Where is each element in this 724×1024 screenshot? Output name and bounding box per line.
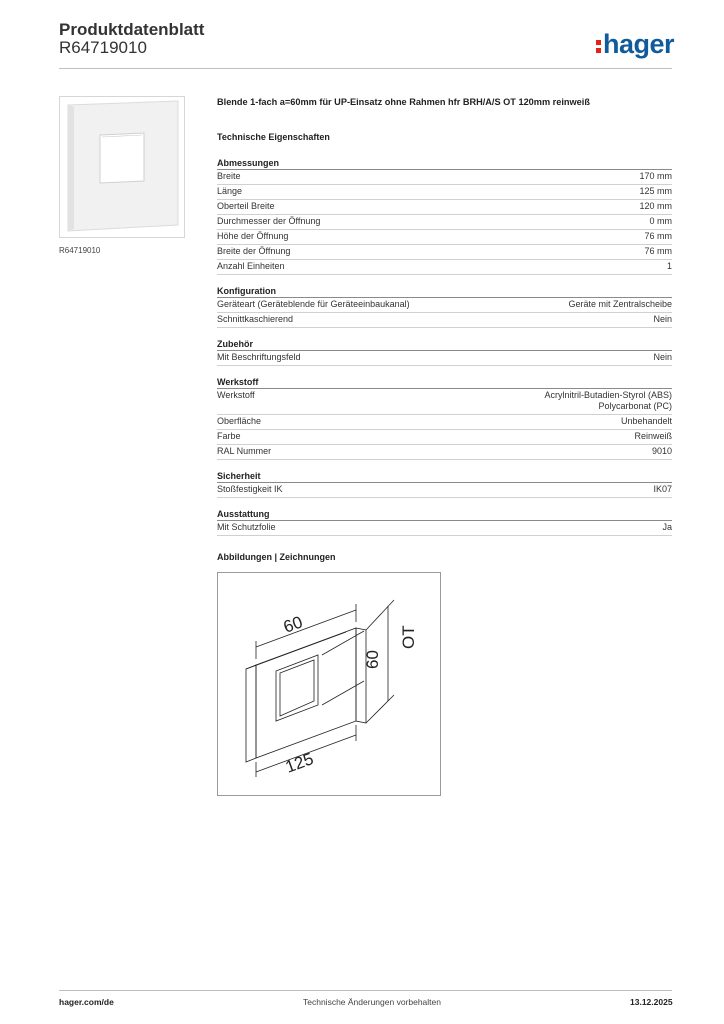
logo-wordmark: hager bbox=[603, 28, 675, 59]
property-value bbox=[639, 171, 672, 182]
property-value-line: IK07 bbox=[653, 484, 672, 494]
dim-width-top: 60 bbox=[280, 612, 306, 637]
property-value bbox=[667, 261, 672, 272]
property-group bbox=[217, 285, 672, 328]
property-label: Stoßfestigkeit IK bbox=[217, 484, 283, 494]
property-label: Breite bbox=[217, 171, 241, 181]
property-value-line: 76 mm bbox=[644, 246, 672, 256]
property-value-line: 120 mm bbox=[639, 201, 672, 211]
property-value-line: 170 mm bbox=[639, 171, 672, 181]
product-description: Blende 1-fach a=60mm für UP-Einsatz ohne Rahmen hfr BRH/A/S OT 120mm reinweiß bbox=[217, 97, 590, 107]
footer-date: 13.12.2025 bbox=[630, 997, 673, 1007]
dim-length: 125 bbox=[282, 749, 317, 777]
technical-drawing bbox=[217, 572, 441, 796]
property-value-line: 0 mm bbox=[649, 216, 672, 226]
property-row bbox=[217, 215, 672, 230]
property-label: Anzahl Einheiten bbox=[217, 261, 285, 271]
property-value bbox=[652, 446, 672, 457]
property-label: RAL Nummer bbox=[217, 446, 272, 456]
property-group-title: Abmessungen bbox=[217, 157, 672, 170]
property-row bbox=[217, 170, 672, 185]
property-label: Oberteil Breite bbox=[217, 201, 275, 211]
property-value bbox=[568, 299, 672, 310]
property-row bbox=[217, 351, 672, 366]
property-group bbox=[217, 376, 672, 460]
property-value-line: Geräte mit Zentralscheibe bbox=[568, 299, 672, 309]
footer-divider bbox=[59, 990, 672, 991]
property-value bbox=[653, 352, 672, 363]
property-value bbox=[639, 186, 672, 197]
product-image bbox=[59, 96, 185, 238]
property-row bbox=[217, 200, 672, 215]
property-value-line: Reinweiß bbox=[634, 431, 672, 441]
property-value-line: 76 mm bbox=[644, 231, 672, 241]
property-row bbox=[217, 389, 672, 415]
property-row bbox=[217, 185, 672, 200]
property-group-title: Sicherheit bbox=[217, 470, 672, 483]
property-group bbox=[217, 338, 672, 366]
property-label: Mit Schutzfolie bbox=[217, 522, 276, 532]
property-row bbox=[217, 313, 672, 328]
property-row bbox=[217, 521, 672, 536]
page-title: Produktdatenblatt bbox=[59, 20, 205, 39]
product-photo-icon bbox=[60, 97, 184, 237]
property-value-line: Acrylnitril-Butadien-Styrol (ABS) bbox=[544, 390, 672, 400]
property-group-title: Zubehör bbox=[217, 338, 672, 351]
property-label: Durchmesser der Öffnung bbox=[217, 216, 321, 226]
property-value-line: 9010 bbox=[651, 446, 672, 456]
property-row bbox=[217, 483, 672, 498]
properties-table bbox=[217, 157, 672, 546]
product-image-caption: R64719010 bbox=[59, 246, 101, 255]
footer-disclaimer: Technische Änderungen vorbehalten bbox=[303, 997, 441, 1007]
property-label: Geräteart (Geräteblende für Geräteeinbaukanal) bbox=[217, 299, 410, 309]
property-label: Farbe bbox=[217, 431, 241, 441]
property-row bbox=[217, 430, 672, 445]
property-row bbox=[217, 298, 672, 313]
header-divider bbox=[59, 68, 672, 69]
property-group-title: Werkstoff bbox=[217, 376, 672, 389]
dim-ot: OT bbox=[399, 625, 418, 649]
property-value bbox=[653, 314, 672, 325]
property-value bbox=[644, 231, 672, 242]
property-group-title: Konfiguration bbox=[217, 285, 672, 298]
property-value bbox=[544, 390, 672, 412]
property-group bbox=[217, 508, 672, 536]
property-row bbox=[217, 260, 672, 275]
property-value bbox=[621, 416, 672, 427]
property-row bbox=[217, 245, 672, 260]
property-value bbox=[639, 201, 672, 212]
property-label: Mit Beschriftungsfeld bbox=[217, 352, 301, 362]
property-row bbox=[217, 415, 672, 430]
property-value bbox=[662, 522, 672, 533]
dimension-drawing bbox=[218, 573, 440, 795]
property-group-title: Ausstattung bbox=[217, 508, 672, 521]
footer-website-link[interactable]: hager.com/de bbox=[59, 997, 114, 1007]
property-group bbox=[217, 157, 672, 275]
property-row bbox=[217, 230, 672, 245]
property-group bbox=[217, 470, 672, 498]
property-value bbox=[644, 246, 672, 257]
property-label: Schnittkaschierend bbox=[217, 314, 294, 324]
property-value bbox=[634, 431, 672, 442]
property-value-line: Ja bbox=[662, 522, 672, 532]
property-value-line: Unbehandelt bbox=[620, 416, 672, 426]
property-value-line: Polycarbonat (PC) bbox=[598, 401, 672, 411]
property-value bbox=[650, 216, 673, 227]
article-number: R64719010 bbox=[59, 38, 147, 57]
property-label: Oberfläche bbox=[217, 416, 262, 426]
dim-height: 60 bbox=[363, 650, 382, 669]
property-row bbox=[217, 445, 672, 460]
drawings-title: Abbildungen | Zeichnungen bbox=[217, 552, 336, 562]
property-label: Höhe der Öffnung bbox=[217, 231, 289, 241]
property-value-line: Nein bbox=[653, 314, 672, 324]
property-value-line: 125 mm bbox=[639, 186, 672, 196]
property-value bbox=[653, 484, 672, 495]
logo-dots-icon bbox=[596, 40, 601, 53]
section-title: Technische Eigenschaften bbox=[217, 132, 330, 142]
property-label: Werkstoff bbox=[217, 390, 255, 400]
hager-logo bbox=[596, 27, 674, 61]
property-value-line: 1 bbox=[666, 261, 672, 271]
property-label: Länge bbox=[217, 186, 243, 196]
property-value-line: Nein bbox=[653, 352, 672, 362]
property-label: Breite der Öffnung bbox=[217, 246, 291, 256]
